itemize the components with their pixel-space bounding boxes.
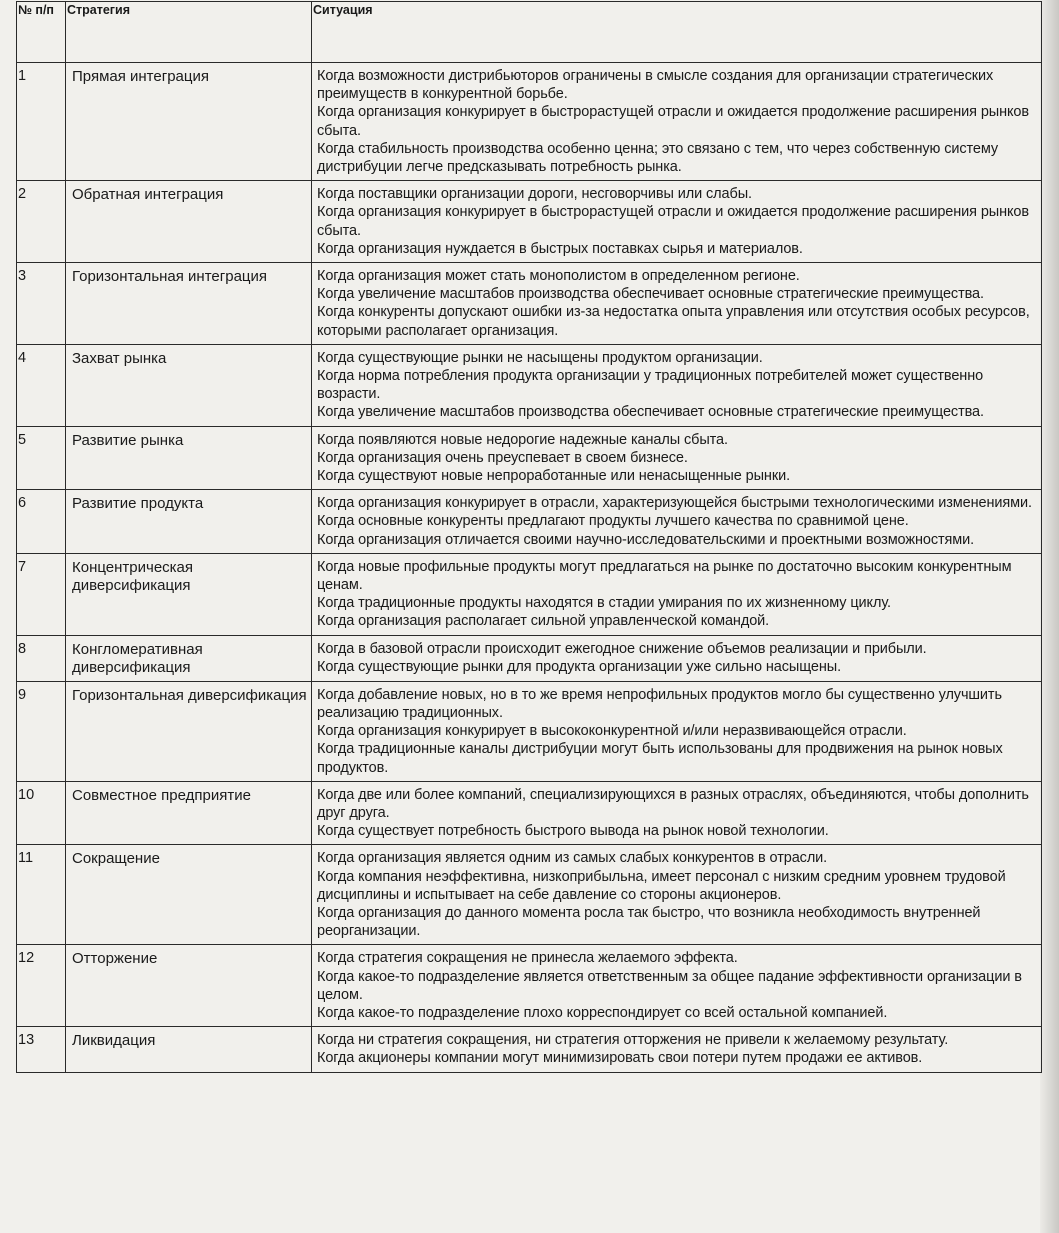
table-row — [17, 490, 1042, 554]
strategy-name: Отторжение — [66, 945, 312, 1027]
table-header-row — [17, 2, 1042, 63]
situation-line: Когда стабильность производства особенно ценна; это связано с тем, что через собственную систему дистрибуции легче предсказывать потребность рынка. — [317, 140, 999, 176]
row-number: 5 — [17, 426, 66, 490]
strategy-name: Обратная интеграция — [66, 181, 312, 263]
situation-line: Когда какое-то подразделение плохо корреспондирует со всей остальной компанией. — [317, 1004, 888, 1021]
strategy-name: Совместное предприятие — [66, 781, 312, 845]
table-row — [17, 63, 1042, 181]
table-row — [17, 845, 1042, 945]
situation-line: Когда организация может стать монополистом в определенном регионе. — [317, 268, 800, 285]
situation-cell — [312, 635, 1042, 681]
row-number: 2 — [17, 181, 66, 263]
strategy-name: Развитие продукта — [66, 490, 312, 554]
situation-line: Когда организация нуждается в быстрых поставках сырья и материалов. — [317, 240, 803, 257]
situation-line: Когда норма потребления продукта организации у традиционных потребителей может существенно возрасти. — [317, 368, 984, 403]
situation-line: Когда возможности дистрибьюторов ограничены в смысле создания для организации стратегических преимуществ в конкурентной борьбе. — [317, 68, 994, 103]
strategy-name: Сокращение — [66, 845, 312, 945]
row-number: 7 — [17, 553, 66, 635]
table-row — [17, 344, 1042, 426]
situation-line: Когда акционеры компании могут минимизировать свои потери путем продажи ее активов. — [317, 1050, 923, 1067]
situation-line: Когда поставщики организации дороги, несговорчивы или слабы. — [317, 186, 752, 203]
row-number: 1 — [17, 63, 66, 181]
situation-cell — [312, 63, 1042, 181]
situation-line: Когда организация располагает сильной управленческой командой. — [317, 613, 770, 630]
situation-line: Когда организация является одним из самых слабых конкурентов в отрасли. — [317, 850, 828, 867]
header-situation: Ситуация — [312, 2, 1042, 63]
row-number: 3 — [17, 263, 66, 345]
situation-line: Когда организация отличается своими научно-исследовательскими и проектными возможностями. — [317, 531, 975, 548]
situation-line: Когда конкуренты допускают ошибки из-за недостатка опыта управления или отсутствия особых ресурсов, которыми располагает организация. — [317, 304, 1030, 339]
situation-line: Когда организация очень преуспевает в своем бизнесе. — [317, 449, 688, 466]
situation-line: Когда организация конкурирует в высококонкурентной и/или неразвивающейся отрасли. — [317, 723, 907, 740]
situation-line: Когда основные конкуренты предлагают продукты лучшего качества по сравнимой цене. — [317, 513, 909, 530]
table-body — [17, 63, 1042, 1073]
situation-line: Когда организация конкурирует в быстрорастущей отрасли и ожидается продолжение расширения рынков сбыта. — [317, 204, 1030, 239]
situation-line: Когда традиционные каналы дистрибуции могут быть использованы для продвижения на рынок новых продуктов. — [317, 741, 1003, 776]
situation-cell — [312, 344, 1042, 426]
situation-cell — [312, 181, 1042, 263]
table-row — [17, 681, 1042, 781]
row-number: 9 — [17, 681, 66, 781]
row-number: 4 — [17, 344, 66, 426]
situation-line: Когда ни стратегия сокращения, ни стратегия отторжения не привели к желаемому результату. — [317, 1032, 949, 1049]
table-row — [17, 263, 1042, 345]
situation-cell — [312, 781, 1042, 845]
situation-line: Когда организация конкурирует в быстрорастущей отрасли и ожидается продолжение расширения рынков сбыта. — [317, 104, 1030, 139]
table-row — [17, 181, 1042, 263]
row-number: 8 — [17, 635, 66, 681]
row-number: 11 — [17, 845, 66, 945]
table-row — [17, 781, 1042, 845]
strategy-name: Захват рынка — [66, 344, 312, 426]
row-number: 12 — [17, 945, 66, 1027]
situation-line: Когда организация конкурирует в отрасли, характеризующейся быстрыми технологическими изменениями. — [317, 495, 1032, 512]
row-number: 13 — [17, 1027, 66, 1072]
situation-line: Когда организация до данного момента росла так быстро, что возникла необходимость внутренней реорганизации. — [317, 904, 981, 940]
table-row — [17, 945, 1042, 1027]
strategy-name: Горизонтальная диверсификация — [66, 681, 312, 781]
situation-line: Когда увеличение масштабов производства обеспечивает основные стратегические преимущества. — [317, 404, 984, 421]
situation-line: Когда существуют новые непроработанные или ненасыщенные рынки. — [317, 468, 791, 485]
table-row — [17, 553, 1042, 635]
situation-line: Когда существующие рынки для продукта организации уже сильно насыщены. — [317, 658, 841, 675]
header-strategy: Стратегия — [66, 2, 312, 63]
row-number: 6 — [17, 490, 66, 554]
strategy-name: Конгломеративная диверсификация — [66, 635, 312, 681]
situation-cell — [312, 845, 1042, 945]
situation-line: Когда какое-то подразделение является ответственным за общее падание эффективности организации в целом. — [317, 968, 1022, 1003]
situation-line: Когда компания неэффективна, низкоприбыльна, имеет персонал с низким средним уровнем трудовой дисциплины и испытывает на себе давление со стороны акционеров. — [317, 868, 1006, 903]
situation-cell — [312, 426, 1042, 490]
table-row — [17, 635, 1042, 681]
situation-cell — [312, 681, 1042, 781]
strategy-name: Концентрическая диверсификация — [66, 553, 312, 635]
situation-cell — [312, 490, 1042, 554]
situation-cell — [312, 945, 1042, 1027]
situation-line: Когда стратегия сокращения не принесла желаемого эффекта. — [317, 950, 738, 967]
situation-line: Когда две или более компаний, специализирующихся в разных отраслях, объединяются, чтобы дополнить друг друга. — [317, 786, 1029, 821]
strategy-name: Развитие рынка — [66, 426, 312, 490]
row-number: 10 — [17, 781, 66, 845]
situation-line: Когда существует потребность быстрого вывода на рынок новой технологии. — [317, 823, 829, 840]
strategy-name: Ликвидация — [66, 1027, 312, 1072]
situation-line: Когда появляются новые недорогие надежные каналы сбыта. — [317, 431, 728, 448]
strategy-name: Горизонтальная интеграция — [66, 263, 312, 345]
table-row — [17, 1027, 1042, 1072]
situation-line: Когда добавление новых, но в то же время непрофильных продуктов могло бы существенно улучшить реализацию традиционных. — [317, 686, 1002, 721]
situation-cell — [312, 1027, 1042, 1072]
situation-line: Когда существующие рынки не насыщены продуктом организации. — [317, 349, 763, 366]
table-row — [17, 426, 1042, 490]
page-edge-shadow — [1040, 0, 1059, 1233]
situation-line: Когда в базовой отрасли происходит ежегодное снижение объемов реализации и прибыли. — [317, 640, 927, 657]
situation-cell — [312, 553, 1042, 635]
strategy-table — [16, 1, 1042, 1073]
situation-line: Когда новые профильные продукты могут предлагаться на рынке по достаточно высоким конкурентным ценам. — [317, 558, 1012, 594]
strategy-name: Прямая интеграция — [66, 63, 312, 181]
header-num: № п/п — [17, 2, 66, 63]
situation-line: Когда традиционные продукты находятся в стадии умирания по их жизненному циклу. — [317, 595, 891, 612]
situation-cell — [312, 263, 1042, 345]
situation-line: Когда увеличение масштабов производства обеспечивает основные стратегические преимущества. — [317, 286, 984, 303]
